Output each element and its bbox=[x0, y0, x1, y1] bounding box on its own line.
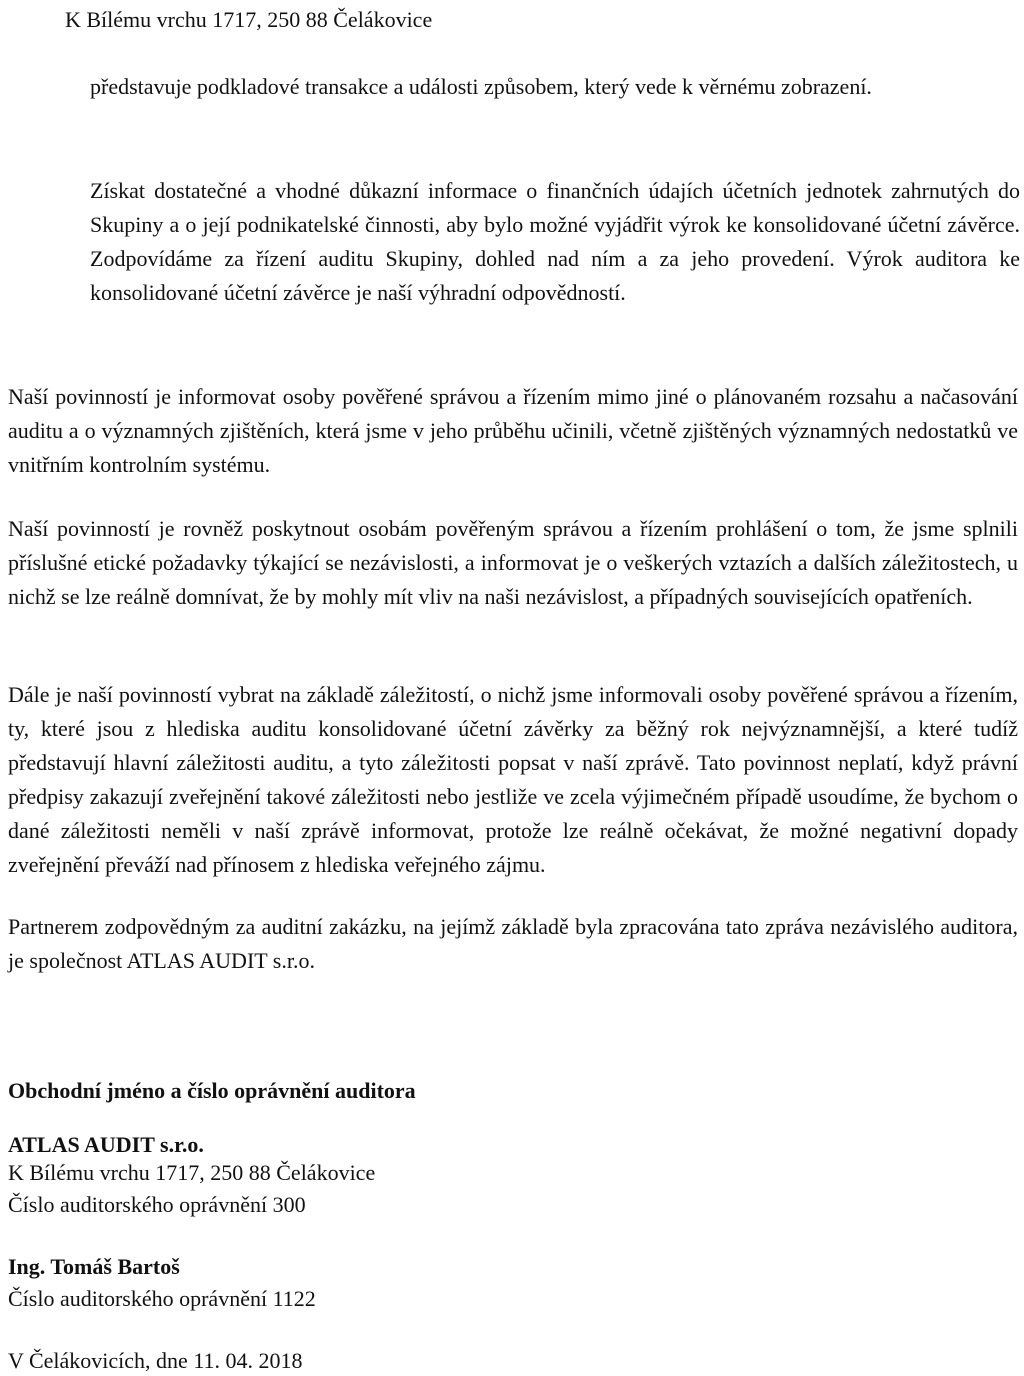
auditor-firm-license: Číslo auditorského oprávnění 300 bbox=[8, 1192, 306, 1217]
paragraph-true-view: představuje podkladové transakce a události způsobem, který vede k věrnému zobrazení. bbox=[90, 74, 872, 99]
paragraph-group-audit-evidence: Získat dostatečné a vhodné důkazní informace o finančních údajích účetních jednotek zahrnutých do Skupiny a o její podnikatelské činnosti, aby bylo možné vyjádřit výrok ke konsolidované účetní závěrce. Zodpovídáme za řízení auditu Skupiny, dohled nad ním a za jeho provedení. Výrok auditora ke konsolidované účetní závěrce je naší výhradní odpovědností. bbox=[90, 178, 1020, 305]
paragraph-communication-duties: Naší povinností je informovat osoby pověřené správou a řízením mimo jiné o plánovaném rozsahu a načasování auditu a o významných zjištěních, která jsme v jeho průběhu učinili, včetně zjištěných významných nedostatků ve vnitřním kontrolním systému. bbox=[8, 384, 1018, 477]
auditor-firm-address: K Bílému vrchu 1717, 250 88 Čelákovice bbox=[8, 1160, 376, 1185]
header-address: K Bílému vrchu 1717, 250 88 Čelákovice bbox=[65, 7, 433, 32]
signoff-heading: Obchodní jméno a číslo oprávnění auditora bbox=[8, 1078, 416, 1103]
auditor-license: Číslo auditorského oprávnění 1122 bbox=[8, 1286, 316, 1311]
auditor-firm-name: ATLAS AUDIT s.r.o. bbox=[8, 1132, 204, 1157]
paragraph-independence-statement: Naší povinností je rovněž poskytnout osobám pověřeným správou a řízením prohlášení o tom, že jsme splnili příslušné etické požadavky týkající se nezávislosti, a informovat je o veškerých vztazích a dalších záležitostech, u nichž se lze reálně domnívat, že by mohly mít vliv na naši nezávislost, a případných souvisejících opatřeních. bbox=[8, 516, 1018, 609]
place-and-date: V Čelákovicích, dne 11. 04. 2018 bbox=[8, 1348, 303, 1373]
paragraph-key-audit-matters: Dále je naší povinností vybrat na základě záležitostí, o nichž jsme informovali osoby pověřené správou a řízením, ty, které jsou z hlediska auditu konsolidované účetní závěrky za běžný rok nejvýznamnější, a které tudíž představují hlavní záležitosti auditu, a tyto záležitosti popsat v naší zprávě. Tato povinnost neplatí, když právní předpisy zakazují zveřejnění takové záležitosti nebo jestliže ve zcela výjimečném případě usoudíme, že bychom o dané záležitosti neměli v naší zprávě informovat, protože lze reálně očekávat, že možné negativní dopady zveřejnění převáží nad přínosem z hlediska veřejného zájmu. bbox=[8, 682, 1018, 877]
paragraph-engagement-partner: Partnerem zodpovědným za auditní zakázku, na jejímž základě byla zpracována tato zpráva nezávislého auditora, je společnost ATLAS AUDIT s.r.o. bbox=[8, 914, 1018, 973]
auditor-name: Ing. Tomáš Bartoš bbox=[8, 1254, 180, 1279]
